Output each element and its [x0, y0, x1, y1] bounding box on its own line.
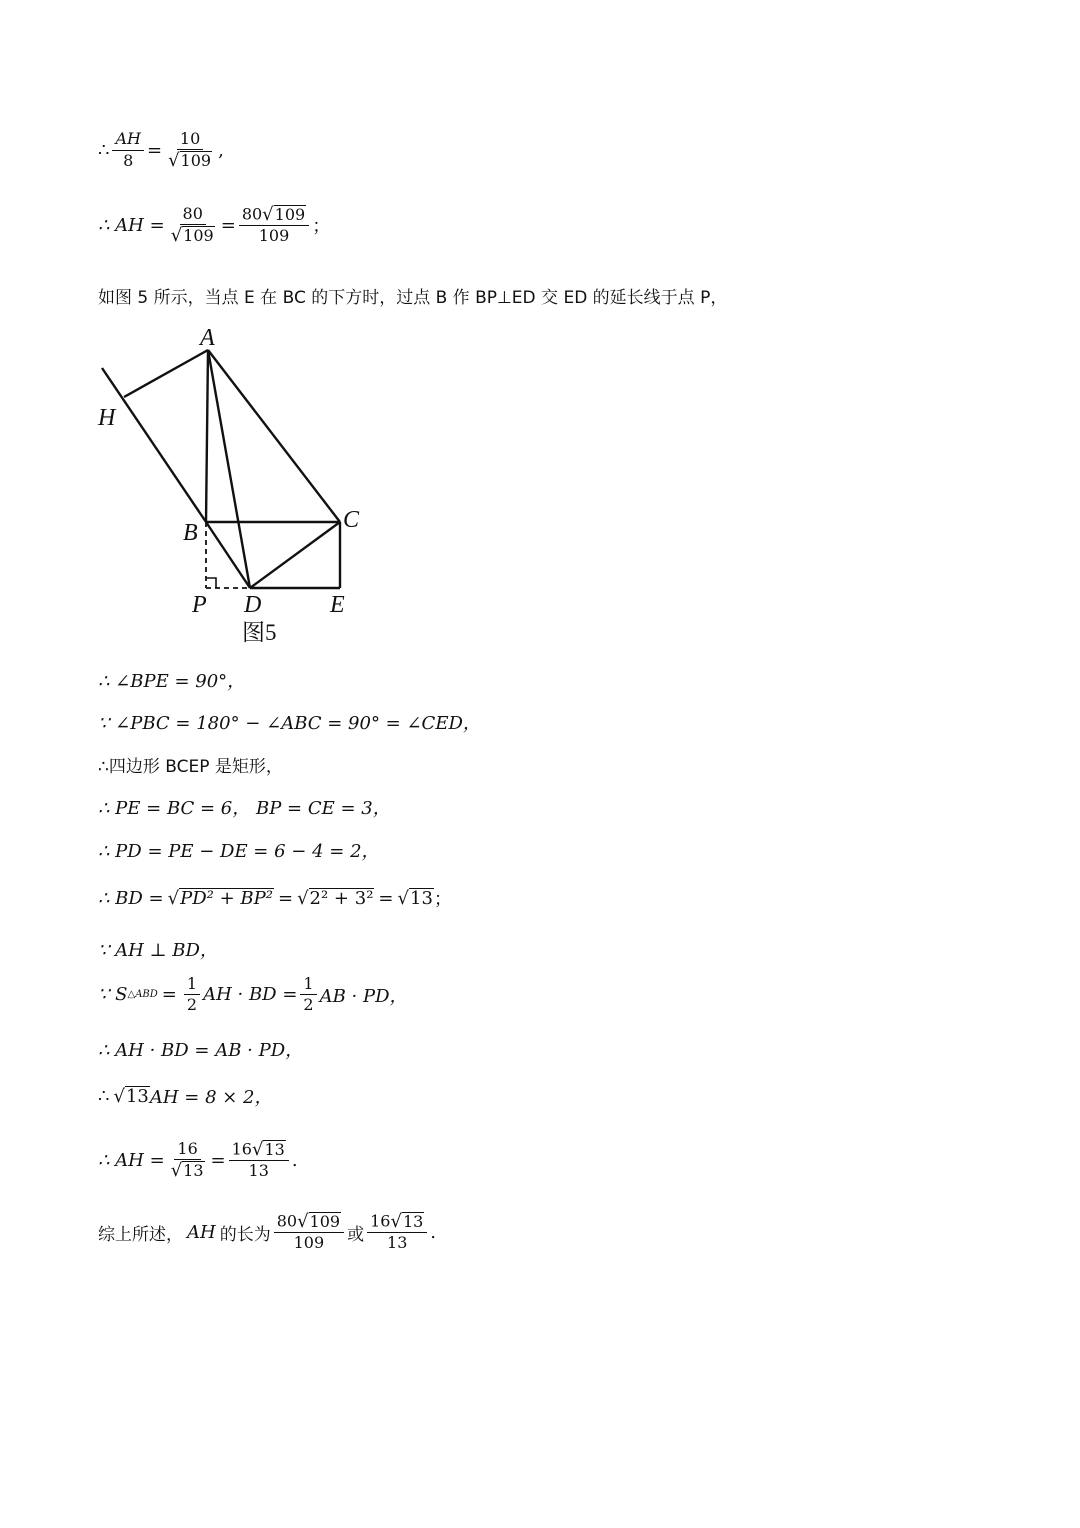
therefore-symbol: ∴	[98, 139, 110, 161]
coef: 16	[231, 1139, 252, 1159]
equals: =	[220, 214, 236, 236]
punct: ；	[312, 216, 331, 238]
numerator: 80 √ 109	[239, 205, 309, 226]
eq-line-1	[98, 130, 224, 170]
lhs: ∴ BD =	[98, 887, 164, 909]
punct: ,	[218, 139, 224, 161]
expr: AH = 8 × 2，	[149, 1087, 273, 1108]
denominator: 13	[248, 1160, 269, 1180]
equals: =	[378, 887, 394, 909]
expr: AB · PD，	[319, 985, 408, 1007]
eq-line-2	[98, 205, 330, 245]
var: AH	[187, 1221, 216, 1243]
figure-caption: 图5	[242, 620, 277, 645]
text-line-4: ∴ ∠BPE = 90°，	[98, 671, 246, 692]
fraction	[229, 1140, 289, 1180]
numerator: AH	[112, 130, 144, 150]
fraction	[184, 975, 200, 1015]
radicand: PD² + BP²	[180, 887, 273, 909]
text-line-3: 如图 5 所示，当点 E 在 BC 的下方时，过点 B 作 BP⊥ED 交 ED 的延长线于点 P，	[98, 288, 728, 308]
fraction	[165, 130, 215, 170]
lhs: ∴ AH =	[98, 214, 165, 236]
equals: =	[146, 139, 163, 161]
equals: =	[210, 1149, 226, 1171]
punct: .	[291, 1149, 298, 1171]
radicand: 13	[264, 1140, 285, 1159]
radicand: 2² + 3²	[309, 887, 374, 909]
line-HB	[102, 368, 206, 522]
sqrt-expr: √ 13	[397, 887, 433, 910]
punct: .	[430, 1221, 437, 1243]
equals: =	[277, 887, 294, 909]
therefore-symbol: ∴	[98, 1085, 110, 1107]
text-line-7: ∴ PE = BC = 6， BP = CE = 3，	[98, 798, 391, 819]
label-B: B	[183, 520, 198, 546]
radicand: 13	[183, 1161, 204, 1181]
fraction	[168, 1140, 208, 1180]
numerator: 10	[177, 130, 203, 150]
numerator: 80	[180, 205, 206, 225]
label-H: H	[98, 405, 116, 431]
equals: =	[161, 984, 177, 1006]
denominator: 109	[258, 225, 290, 245]
text-line-6: ∴四边形 BCEP 是矩形，	[98, 757, 283, 777]
line-AD	[208, 350, 250, 588]
fraction	[300, 975, 316, 1015]
radicand: 13	[402, 1212, 424, 1231]
eq-line-14	[98, 1140, 298, 1180]
label-C: C	[343, 507, 360, 533]
denominator: 2	[186, 995, 198, 1015]
numerator: 1	[184, 975, 200, 995]
denominator: √ 109	[168, 149, 212, 171]
denominator: 109	[293, 1232, 325, 1252]
eq-line-11	[98, 975, 408, 1015]
denominator: 8	[123, 150, 134, 170]
numerator: 1	[300, 975, 316, 995]
sqrt-expr: √ 2² + 3²	[297, 887, 374, 910]
text-line-5: ∵ ∠PBC = 180° − ∠ABC = 90° = ∠CED，	[98, 713, 481, 734]
text: 或	[347, 1224, 365, 1245]
lhs: ∴ AH =	[98, 1149, 165, 1171]
radicand: 109	[309, 1212, 341, 1231]
numerator: 80 √ 109	[274, 1212, 344, 1233]
label-P: P	[192, 592, 207, 618]
fraction	[367, 1212, 427, 1252]
fraction	[112, 130, 144, 170]
sqrt-expr: √ 13	[113, 1085, 149, 1108]
eq-line-13	[98, 1083, 273, 1109]
radicand: 109	[180, 151, 212, 171]
radicand: 109	[183, 226, 214, 246]
sqrt-expr: √ PD² + BP²	[167, 887, 273, 910]
text-line-12: ∴ AH · BD = AB · PD，	[98, 1040, 304, 1061]
denominator: 2	[303, 995, 314, 1015]
label-D: D	[244, 592, 262, 618]
denominator: 13	[387, 1232, 408, 1252]
text: 的长为	[219, 1224, 271, 1245]
text-line-10: ∵ AH ⊥ BD，	[98, 940, 218, 961]
line-AC	[208, 350, 340, 522]
geometry-figure-5	[90, 320, 390, 650]
area-subscript: △ABD	[127, 989, 158, 1001]
punct: ；	[433, 889, 452, 910]
conclusion-line	[98, 1212, 436, 1252]
coef: 80	[241, 204, 263, 224]
area-symbol: ∵ S	[98, 984, 128, 1006]
right-angle-mark	[206, 578, 216, 588]
expr: AH · BD =	[203, 984, 298, 1006]
fraction	[239, 205, 309, 245]
denominator: √ 13	[170, 1159, 204, 1181]
text: 综上所述，	[98, 1224, 183, 1245]
line-AH	[124, 350, 208, 397]
line-DC	[250, 522, 340, 588]
eq-line-9	[98, 885, 452, 911]
coef: 80	[276, 1211, 298, 1231]
radicand: 13	[410, 887, 433, 909]
label-A: A	[200, 325, 215, 351]
numerator: 16	[174, 1140, 200, 1160]
radicand: 109	[274, 205, 306, 224]
numerator: 16 √ 13	[229, 1140, 289, 1161]
text-line-8: ∴ PD = PE − DE = 6 − 4 = 2，	[98, 841, 380, 862]
line-AB	[206, 350, 208, 522]
denominator: √ 109	[170, 224, 214, 246]
numerator: 16 √ 13	[367, 1212, 427, 1233]
fraction	[274, 1212, 344, 1252]
radicand: 13	[125, 1085, 149, 1107]
label-E: E	[330, 592, 345, 618]
coef: 16	[370, 1211, 391, 1231]
fraction	[168, 205, 218, 245]
